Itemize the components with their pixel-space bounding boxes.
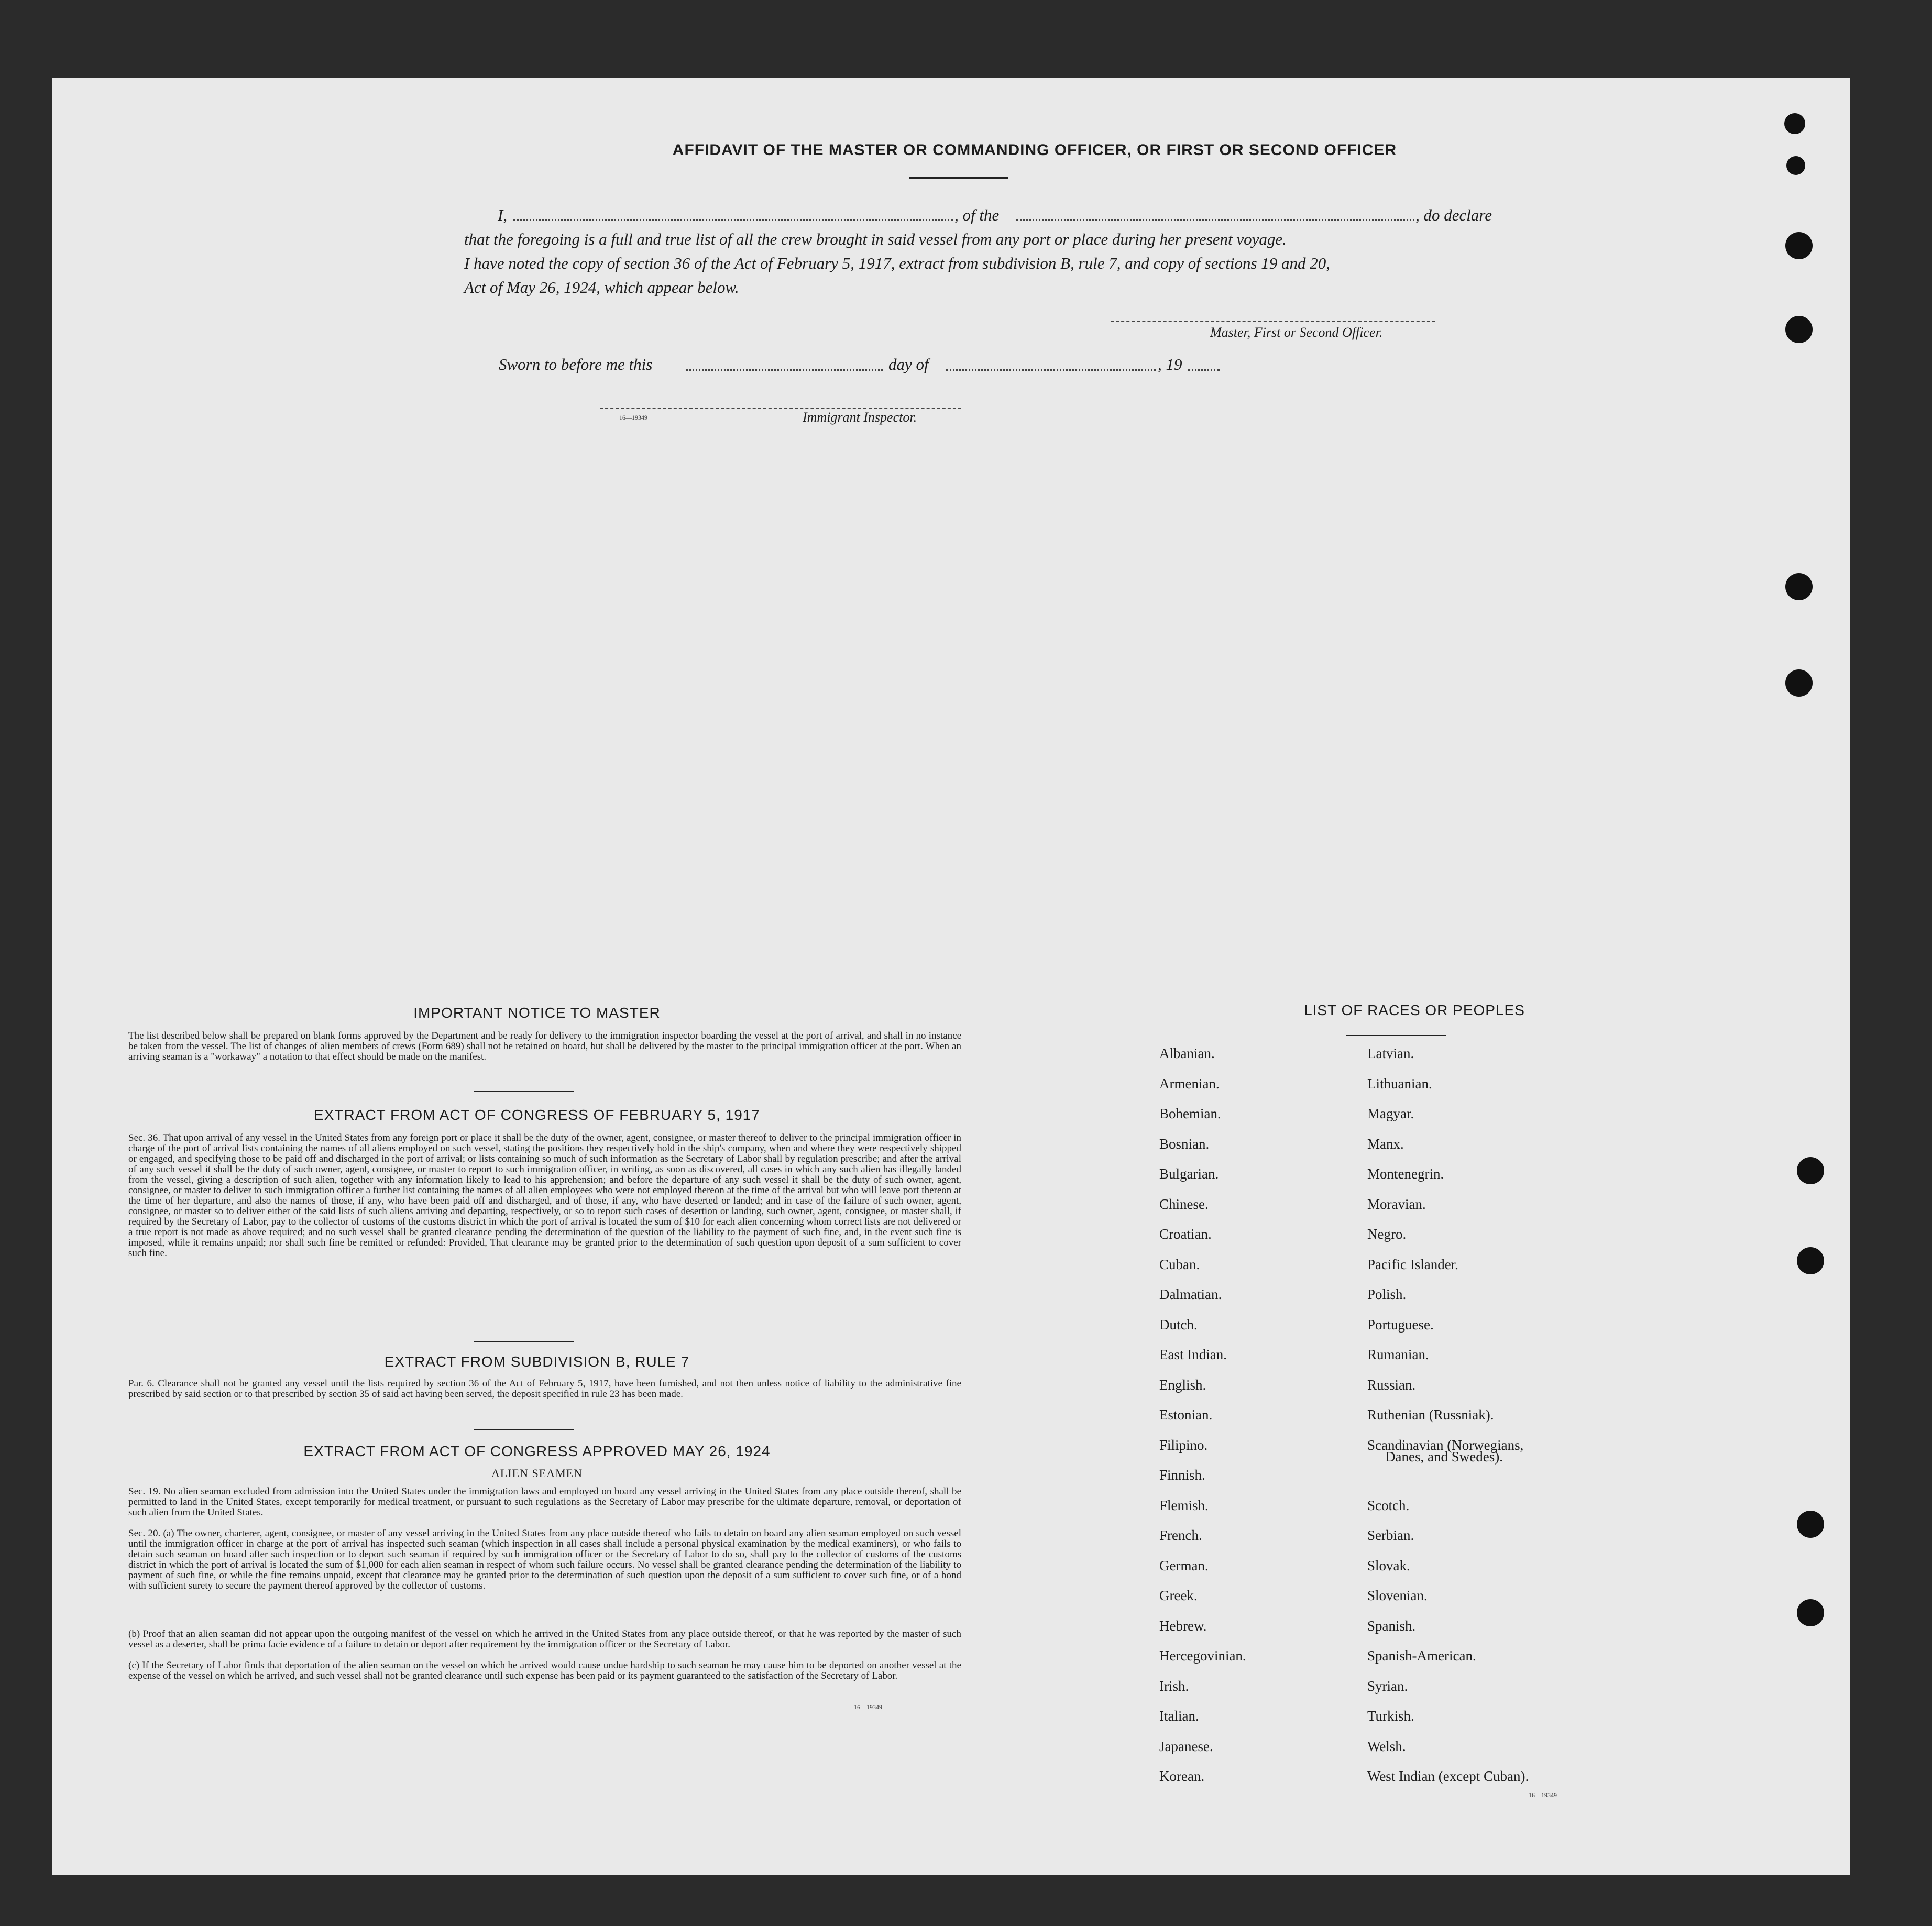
race-item: Negro. (1367, 1226, 1407, 1242)
vessel-blank[interactable] (1016, 219, 1414, 221)
divider (474, 1091, 574, 1092)
race-item: Welsh. (1367, 1738, 1406, 1754)
race-item: Portuguese. (1367, 1316, 1434, 1333)
race-item: Rumanian. (1367, 1347, 1429, 1362)
race-item: Croatian. (1159, 1226, 1212, 1242)
race-item: Magyar. (1367, 1106, 1414, 1121)
extract-1917-text: Sec. 36. That upon arrival of any vessel in the United States from any foreign port or place it shall be the duty of the owner, agent, consignee, or master thereof to deliver to the principal immigration officer in charge of the port of arrival lists containing the names of all aliens employed on such vessel, stating the positions they respectively hold in the ship's company, when and where they were respectively shipped or engaged, and specifying those to be paid off and discharged in the port of arrival; or lists containing so much of such information as the Secretary of Labor shall by regulation prescribe; and after the arrival of any such vessel it shall be the duty of such owner, agent, consignee, or master to report to such immigration officer, in writing, as soon as discovered, all cases in which any such alien has illegally landed from the vessel, giving a description of such alien, together with any information likely to lead to his apprehension; and before the departure of any such vessel it shall be the duty of such owner, agent, consignee, or master to deliver to such immigration officer a further list containing the names of all alien employees who were not employed thereon at the time of the arrival but who will leave port thereon at the time of her departure, and also the names of those, if any, who have been paid off and discharged, and of those, if any, who have deserted or landed; and in case of the failure of such owner, agent, consignee, or master so to deliver either of the said lists of such aliens arriving and departing, respectively, or so to report such cases of desertion or landing, such owner, agent, consignee, or master shall, if required by the Secretary of Labor, pay to the collector of customs of the customs district in which the port of arrival is located the sum of $10 for each alien concerning whom correct lists are not delivered or a true report is not made as above required; and no such vessel shall be granted clearance pending the determination of the question of the liability to the payment of such fine, and, in the event such fine is imposed, while it remains unpaid; nor shall such fine be remitted or refunded: Provided, That clearance may be granted prior to the determination of such question upon deposit of a sum sufficient to cover such fine. (128, 1133, 961, 1259)
divider (474, 1429, 574, 1430)
form-number: 16—19349 (854, 1703, 882, 1711)
race-item: Italian. (1159, 1708, 1199, 1724)
race-item: Hercegovinian. (1159, 1648, 1246, 1664)
sec-20a-text: Sec. 20. (a) The owner, charterer, agent, consignee, or master of any vessel arriving in the United States from any place outside thereof who fails to detain on board any alien seaman employed on such vessel until the immigration officer in charge at the port of arrival has inspected such seaman (which inspection in all cases shall include a personal physical examination by the medical examiners), or who fails to detain such seaman on board after such inspection or to deport such seaman if required by such immigration officer or the Secretary of Labor to do so, shall pay to the collector of customs of the customs district in which the port of arrival is located the sum of $1,000 for each alien seaman in respect of whom such failure occurs. No vessel shall be granted clearance pending the determination of the liability to payment of such fine, or while the fine remains unpaid, except that clearance may be granted prior to the determination of such question upon the deposit of a sum sufficient to cover such fine, or of a bond with sufficient surety to secure the payment thereof approved by the collector of customs. (128, 1528, 961, 1591)
race-item: Montenegrin. (1367, 1166, 1444, 1182)
year-label: , 19 (1158, 355, 1182, 373)
race-item: Spanish. (1367, 1617, 1416, 1634)
races-right-column (1367, 1043, 1603, 1796)
extract-1924-title: EXTRACT FROM ACT OF CONGRESS APPROVED MAY 26, 1924 (303, 1443, 771, 1459)
affidavit-i-label: I, (498, 206, 508, 224)
punch-hole (1784, 113, 1805, 134)
race-item: Moravian. (1367, 1196, 1426, 1212)
alien-seamen-subtitle: ALIEN SEAMEN (491, 1467, 583, 1480)
race-item: Slovenian. (1367, 1588, 1428, 1603)
race-item: Bosnian. (1159, 1136, 1210, 1152)
race-item: West Indian (except Cuban). (1367, 1768, 1529, 1784)
form-number: 16—19349 (1529, 1791, 1557, 1799)
race-item: Armenian. (1159, 1075, 1220, 1092)
punch-hole (1785, 316, 1813, 343)
affidavit-line-1 (498, 203, 1519, 227)
do-declare-label: , do declare (1415, 206, 1492, 224)
race-item: Dutch. (1159, 1316, 1198, 1333)
race-item: Japanese. (1159, 1738, 1213, 1754)
race-item: Estonian. (1159, 1407, 1213, 1423)
sworn-year-blank[interactable] (1188, 369, 1220, 371)
race-item: Syrian. (1367, 1678, 1408, 1694)
race-item: Dalmatian. (1159, 1286, 1222, 1302)
race-item: Hebrew. (1159, 1617, 1207, 1634)
sworn-label: Sworn to before me this (499, 355, 653, 373)
divider (909, 177, 1008, 179)
race-item: Finnish. (1159, 1467, 1205, 1483)
punch-hole (1785, 232, 1813, 259)
inspector-label: Immigrant Inspector. (803, 410, 917, 425)
punch-hole (1797, 1599, 1824, 1626)
form-number: 16—19349 (619, 414, 647, 421)
race-item: Pacific Islander. (1367, 1256, 1458, 1272)
race-item: East Indian. (1159, 1347, 1227, 1362)
sec-20c-text: (c) If the Secretary of Labor finds that deportation of the alien seaman on the vessel on which he arrived would cause undue hardship to such seaman he may cause him to be deported on another vessel at the expense of the vessel on which he arrived, and such vessel shall not be granted clearance until such expense has been paid or its payment guaranteed to the satisfaction of the Secretary of Labor. (128, 1660, 961, 1681)
affidavit-title: AFFIDAVIT OF THE MASTER OR COMMANDING OFFICER, OR FIRST OR SECOND OFFICER (672, 141, 1397, 159)
sworn-day-blank[interactable] (686, 369, 883, 371)
divider (474, 1341, 574, 1342)
race-item: Scandinavian (Norwegians, (1367, 1437, 1524, 1453)
punch-hole (1797, 1157, 1824, 1184)
race-item: Flemish. (1159, 1497, 1209, 1513)
race-item: Turkish. (1367, 1708, 1414, 1724)
sec-20b-text: (b) Proof that an alien seaman did not appear upon the outgoing manifest of the vessel on which he arrived in the United States from any place outside thereof, or that he was reported by the master of such vessel as a deserter, shall be prima facie evidence of a failure to detain or deport after requirement by the immigration officer or the Secretary of Labor. (128, 1629, 961, 1650)
race-item: Russian. (1367, 1377, 1416, 1393)
races-left-column (1159, 1043, 1343, 1796)
day-of-label: day of (888, 355, 929, 373)
race-item: Filipino. (1159, 1437, 1208, 1453)
punch-hole (1797, 1247, 1824, 1274)
affidavit-line-3: I have noted the copy of section 36 of the Act of February 5, 1917, extract from subdivision B, rule 7, and copy of sections 19 and 20, (464, 254, 1331, 272)
punch-hole (1785, 573, 1813, 600)
punch-hole (1797, 1511, 1824, 1538)
race-item: Danes, and Swedes). (1385, 1448, 1503, 1465)
extract-rule7-text: Par. 6. Clearance shall not be granted any vessel until the lists required by section 36 of the Act of February 5, 1917, have been furnished, and not then unless notice of liability to the administrative fine prescribed by said section or to that prescribed by section 35 of said act having been served, the deposit specified in rule 23 has been made. (128, 1379, 961, 1400)
race-item: Spanish-American. (1367, 1648, 1476, 1664)
race-item: German. (1159, 1557, 1209, 1573)
of-the-label: , of the (954, 206, 1000, 224)
master-signature-line[interactable] (1111, 321, 1435, 322)
race-item: Ruthenian (Russniak). (1367, 1407, 1494, 1423)
race-item: Albanian. (1159, 1045, 1215, 1061)
document-page (52, 78, 1850, 1875)
race-item: Bulgarian. (1159, 1166, 1219, 1182)
sworn-month-blank[interactable] (946, 369, 1156, 371)
race-item: Cuban. (1159, 1256, 1200, 1272)
notice-title: IMPORTANT NOTICE TO MASTER (413, 1005, 661, 1021)
race-item: English. (1159, 1377, 1206, 1393)
race-item: Korean. (1159, 1768, 1205, 1784)
race-item: Manx. (1367, 1136, 1404, 1152)
race-item: Slovak. (1367, 1557, 1410, 1573)
race-item: Greek. (1159, 1588, 1198, 1603)
race-item: Polish. (1367, 1286, 1407, 1302)
race-item: Latvian. (1367, 1045, 1414, 1061)
races-title: LIST OF RACES OR PEOPLES (1304, 1002, 1525, 1018)
divider (1346, 1035, 1446, 1036)
extract-rule7-title: EXTRACT FROM SUBDIVISION B, RULE 7 (384, 1353, 690, 1370)
race-item: Serbian. (1367, 1527, 1414, 1543)
affidavit-line-4: Act of May 26, 1924, which appear below. (464, 278, 739, 296)
race-item: Lithuanian. (1367, 1075, 1432, 1092)
extract-1917-title: EXTRACT FROM ACT OF CONGRESS OF FEBRUARY 5, 1917 (314, 1107, 760, 1123)
name-blank[interactable] (513, 219, 953, 221)
punch-hole (1786, 156, 1805, 175)
notice-text: The list described below shall be prepared on blank forms approved by the Department and be ready for delivery to the immigration inspector boarding the vessel at the port of arrival, and shall in no instance be taken from the vessel. The list of changes of alien members of crews (Form 689) shall not be retained on board, but shall be delivered by the master to the principal immigration officer at the port. When an arriving seaman is a "workaway" a notation to that effect should be made on the manifest. (128, 1031, 961, 1062)
race-item: Scotch. (1367, 1497, 1410, 1513)
race-item: Bohemian. (1159, 1106, 1221, 1121)
sec-19-text: Sec. 19. No alien seaman excluded from admission into the United States under the immigration laws and employed on board any vessel arriving in the United States from any place outside thereof, shall be permitted to land in the United States, except temporarily for medical treatment, or pursuant to such regulations as the Secretary of Labor may prescribe for the ultimate departure, removal, or deportation of such alien from the United States. (128, 1487, 961, 1518)
race-item: Chinese. (1159, 1196, 1209, 1212)
affidavit-line-2: that the foregoing is a full and true list of all the crew brought in said vessel from any port or place during her present voyage. (464, 230, 1287, 248)
punch-hole (1785, 669, 1813, 697)
master-signature-label: Master, First or Second Officer. (1210, 325, 1383, 340)
race-item: Irish. (1159, 1678, 1189, 1694)
race-item: French. (1159, 1527, 1202, 1543)
